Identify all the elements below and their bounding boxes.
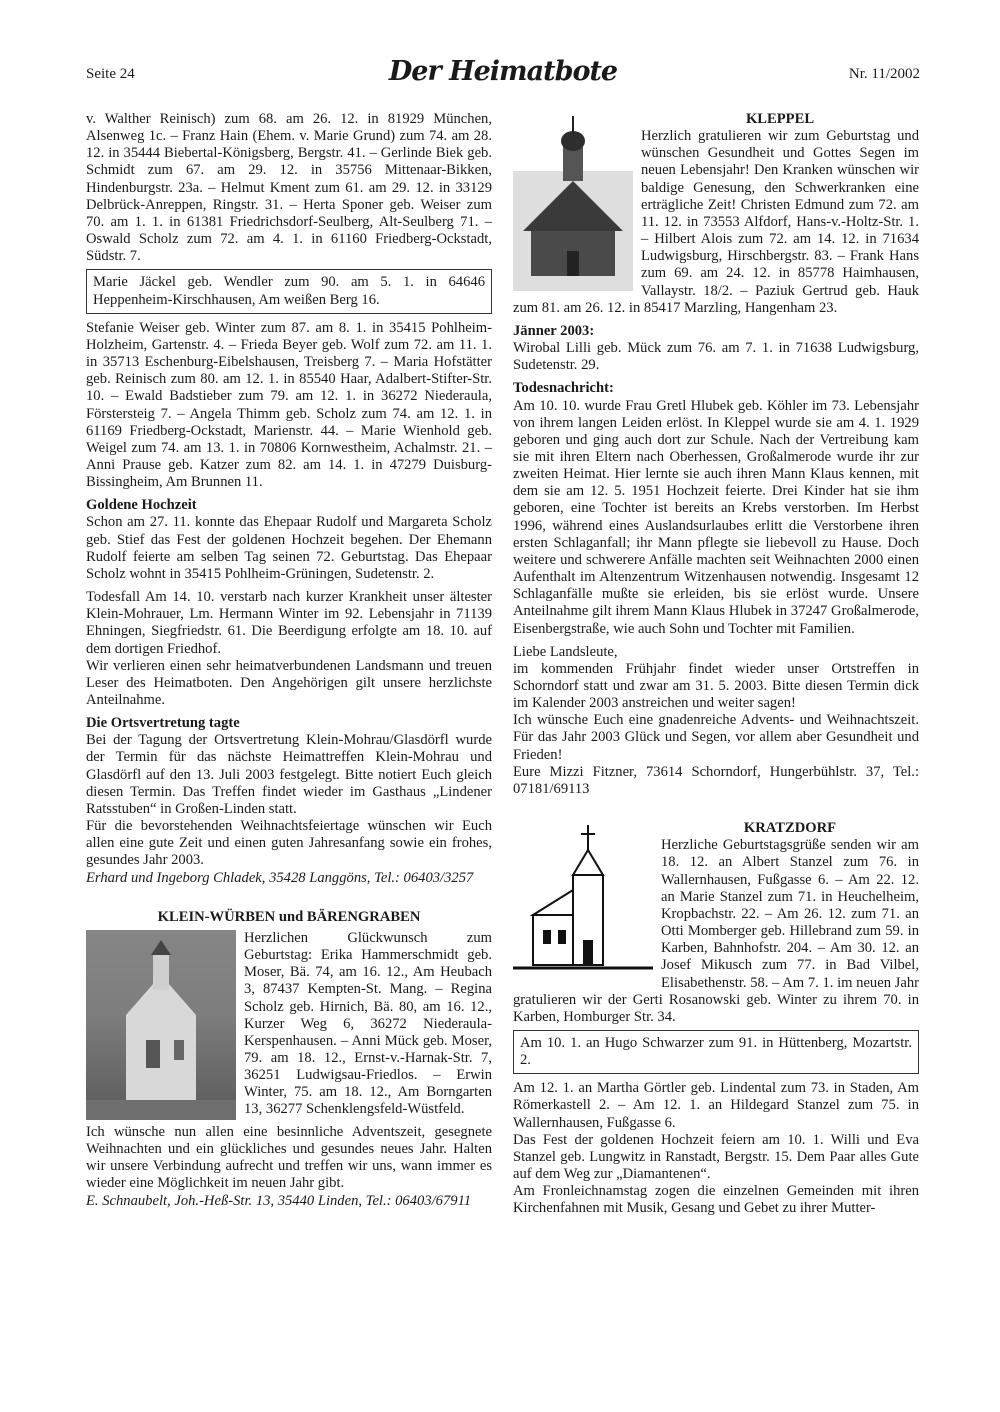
heading-todesnachricht: Todesnachricht: bbox=[513, 380, 614, 397]
signature-schnaubelt: E. Schnaubelt, Joh.-Heß-Str. 13, 35440 Linden, Tel.: 06403/67911 bbox=[86, 1192, 472, 1209]
text-klein-wuerben-2: Ich wünsche nun allen eine besinnliche Adventszeit, gesegnete Weihnachten und ein glückliches und gesundes neues Jahr. Halten wir unsere Verbindung aufrecht und treffen wir uns, wann immer es wieder eine Möglichkeit im neuen Jahr gibt. bbox=[86, 1123, 492, 1192]
signature-chladek: Erhard und Ingeborg Chladek, 35428 Langgöns, Tel.: 06403/3257 bbox=[86, 869, 474, 886]
kratzdorf-church-drawing bbox=[513, 820, 653, 980]
birthday-list-1: v. Walther Reinisch) zum 68. am 26. 12. in 81929 München, Alsenweg 1c. – Franz Hain (Ehem. v. Marie Grund) zum 74. am 28. 12. in 35444 Biebertal-Königsberg, Bergstr. 41. – Gerlinde Biek geb. Schmidt zum 67. am 29. 12. in 35756 Mittenaar-Bikken, Hindenburgstr. 23a. – Helmut Kment zum 61. am 29. 12. in 33129 Delbrück-Anreppen, Ringstr. 31. – Herta Sponer geb. Weiser zum 70. am 1. 1. in 61381 Friedrichsdorf-Seulberg, Alt-Seulberg 71. – Oswald Scholz zum 72. am 4. 1. in 61160 Friedberg-Ockstadt, Südstr. 7. bbox=[86, 111, 492, 265]
heading-klein-wuerben: KLEIN-WÜRBEN und BÄRENGRABEN bbox=[157, 908, 421, 925]
text-liebe-landsleute: Liebe Landsleute, bbox=[513, 643, 618, 660]
text-goldene-hochzeit: Schon am 27. 11. konnte das Ehepaar Rudolf und Margareta Scholz geb. Stief das Fest der goldenen Hochzeit begehen. Der Ehemann Rudolf feierte am selben Tag seinen 72. Geburtstag. Das Ehepaar Scholz wohnt in 35415 Pohlheim-Grüningen, Sudetenstr. 2. bbox=[86, 514, 492, 582]
issue-number: Nr. 11/2002 bbox=[848, 66, 920, 82]
text-todesnachricht: Am 10. 10. wurde Frau Gretl Hlubek geb. Köhler im 73. Lebensjahr von ihrem langen Leiden erlöst. In Kleppel wurde sie am 4. 1. 1929 geboren und ging auch dort zur Schule. Nach der Vertreibung kam sie mit ihren Eltern nach Oberhessen, Großalmerode wurde ihr zur zweiten Heimat. Hier lernte sie auch ihren Mann Klaus kennen, mit dem sie am 12. 5. 1951 Hochzeit feierte. Drei Kinder hat sie ihm geboren, eine Tochter ist bereits an Krebs verstorben. Im Herbst 1996, während eines Auslandsurlaubes erlitt die Verstorbene ihren ersten Schlaganfall; ihr Mann pflegte sie liebevoll zu Hause. Doch weitere und schwerere Anfälle machten seit Weihnachten 2000 einen Aufenthalt im Altenzentrum Witzenhausen notwendig. Insgesamt 12 Schlaganfälle mußte sie erleiden, bis sie erlöst wurde. Unsere Anteilnahme gilt ihrem Mann Klaus Hlubek in 37247 Großalmerode, Eisenbergstraße, wie auch Sohn und Tochter mit Familien. bbox=[513, 397, 919, 637]
masthead-logo: Der Heimatbote bbox=[388, 56, 618, 87]
kleppel-church-photo bbox=[513, 111, 633, 291]
text-ortsvertretung-2: Für die bevorstehenden Weihnachtsfeiertage wünschen wir Euch allen eine gute Zeit und einen guten Jahresanfang sowie ein frohes, gesundes Jahr 2003. bbox=[86, 818, 492, 869]
text-todesfall-2: Wir verlieren einen sehr heimatverbundenen Landsmann und treuen Leser des Heimatboten. Den Angehörigen gilt unsere herzlichste Anteilnahme. bbox=[86, 657, 492, 708]
text-ortstreffen: im kommenden Frühjahr findet wieder unser Ortstreffen in Schorndorf statt und zwar am 31. 5. 2003. Bitte diesen Termin dick im Kalender 2003 anstreichen und weiter sagen! bbox=[513, 660, 919, 712]
boxed-notice-jaeckel: Marie Jäckel geb. Wendler zum 90. am 5. 1. in 64646 Heppenheim-Kirschhausen, Am weißen Berg 16. bbox=[86, 269, 492, 313]
right-column bbox=[513, 111, 919, 1218]
text-kratzdorf: Herzliche Geburtstagsgrüße senden wir am 18. 12. an Albert Stanzel zum 76. in Wallernhausen, Fußgasse 6. – Am 22. 12. an Marie Stanzel zum 71. in Heuchelheim, Kropbachstr. 22. – Am 26. 12. zum 71. an Otti Momberger geb. Hillebrand zum 59. in Karben, Bahnhofstr. 204. – Am 30. 12. an Josef Mikusch zum 77. in Bad Vilbel, Elisabethenstr. 58. – Am 7. 1. im neuen Jahr gratulieren wir der Gerti Rosanowski geb. Winter zu ihrem 70. in Karben, Homburger Str. 34. bbox=[513, 837, 919, 1025]
heading-kratzdorf: KRATZDORF bbox=[743, 820, 837, 837]
boxed-notice-schwarzer: Am 10. 1. an Hugo Schwarzer zum 91. in Hüttenberg, Mozartstr. 2. bbox=[513, 1030, 919, 1074]
page-header bbox=[86, 58, 920, 92]
heading-kleppel: KLEPPEL bbox=[745, 111, 815, 127]
text-kratzdorf-3: Das Fest der goldenen Hochzeit feiern am 10. 1. Willi und Eva Stanzel geb. Lungwitz in Ranstadt, Bergstr. 15. Dem Paar alles Gute auf dem Weg zur „Diamantenen“. bbox=[513, 1131, 919, 1183]
text-ortsvertretung: Bei der Tagung der Ortsvertretung Klein-Mohrau/Glasdörfl wurde der Termin für das nächste Heimattreffen Klein-Mohrau und Glasdörfl auf den 13. Juli 2003 festgelegt. Bitte notiert Euch gleich diesen Termin. Das Treffen findet wieder im Gasthaus „Lindener Ratsstuben“ in Großen-Linden statt. bbox=[86, 732, 492, 817]
text-klein-wuerben: Herzlichen Glückwunsch zum Geburtstag: Erika Hammerschmidt geb. Moser, Bä. 74, am 16. 12., Am Heubach 3, 87437 Kempten-St. Mang. – Regina Scholz geb. Hirnich, Bä. 80, am 16. 12., Kurzer Weg 6, 36272 Niederaula-Kerspenhausen. – Anni Mück geb. Moser, 79. am 18. 12., Ernst-v.-Harnak-Str. 7, 36251 Ludwigsau-Friedlos. – Erwin Winter, 75. am 18. 12., Am Borngarten 13, 36277 Schenklengsfeld-Wüstfeld. bbox=[244, 929, 492, 1118]
text-kleppel: Herzlich gratulieren wir zum Geburtstag und wünschen Gesundheit und Gottes Segen im neuen Lebensjahr! Den Kranken wünschen wir baldige Genesung, den Schwerkranken eine erträgliche Zeit! Christen Edmund zum 72. am 11. 12. in 73553 Alfdorf, Hans-v.-Holtz-Str. 1. – Hilbert Alois zum 72. am 14. 12. in 71634 Ludwigsburg, Hirschbergstr. 83. – Frank Hans zum 69. am 24. 12. in 85778 Haimhausen, Vallaystr. 18/2. – Paziuk Gertrud geb. Hauk zum 81. am 26. 12. in 85417 Marzling, Hangenham 23. bbox=[513, 128, 919, 316]
heading-goldene-hochzeit: Goldene Hochzeit bbox=[86, 497, 197, 514]
text-wuensche: Ich wünsche Euch eine gnadenreiche Advents- und Weihnachtszeit. Für das Jahr 2003 Glück und Segen, vor allem aber Gesundheit und Frieden! bbox=[513, 712, 919, 763]
text-kratzdorf-2: Am 12. 1. an Martha Görtler geb. Lindental zum 73. in Staden, Am Römerkastell 2. – Am 12. 1. an Hildegard Stanzel zum 75. in Wallernhausen, Fußgasse 6. bbox=[513, 1080, 919, 1131]
text-todesfall: Todesfall Am 14. 10. verstarb nach kurzer Krankheit unser ältester Klein-Mohrauer, Lm. Hermann Winter im 92. Lebensjahr in 71139 Ehningen, Siegfriedstr. 61. Die Beerdigung erfolgte am 18. 10. auf dem dortigen Friedhof. bbox=[86, 589, 492, 657]
heading-jaenner: Jänner 2003: bbox=[513, 322, 595, 339]
text-kratzdorf-4: Am Fronleichnamstag zogen die einzelnen Gemeinden mit ihren Kirchenfahnen mit Musik, Gesang und Gebet zu ihrer Mutter- bbox=[513, 1183, 919, 1217]
left-column bbox=[86, 111, 492, 1210]
text-jaenner: Wirobal Lilli geb. Mück zum 76. am 7. 1. in 71638 Ludwigsburg, Sudetenstr. 29. bbox=[513, 340, 919, 374]
birthday-list-2: Stefanie Weiser geb. Winter zum 87. am 8. 1. in 35415 Pohlheim-Holzheim, Gartenstr. 4. – Frieda Beyer geb. Wolf zum 72. am 11. 1. in 35713 Eschenburg-Eibelshausen, Treisberg 7. – Maria Hofstätter geb. Reinisch zum 80. am 12. 1. in 85540 Haar, Adalbert-Stifter-Str. 10. – Ewald Badstieber zum 79. am 12. 1. in 36272 Niederaula, Förstersteig 7. – Angela Thimm geb. Scholz zum 74. am 12. 1. in 61169 Friedberg-Ockstadt, Marienstr. 44. – Marie Wienhold geb. Weigel zum 74. am 13. 1. in 70806 Kornwestheim, Achalmstr. 21. – Anni Prause geb. Katzer zum 82. am 14. 1. in 47279 Duisburg-Bissingheim, Am Brunnen 11. bbox=[86, 319, 492, 491]
heading-ortsvertretung: Die Ortsvertretung tagte bbox=[86, 715, 240, 732]
signature-fitzner: Eure Mizzi Fitzner, 73614 Schorndorf, Hungerbühlstr. 37, Tel.: 07181/69113 bbox=[513, 763, 919, 797]
page-number: Seite 24 bbox=[86, 66, 135, 82]
chapel-photo bbox=[86, 930, 236, 1120]
